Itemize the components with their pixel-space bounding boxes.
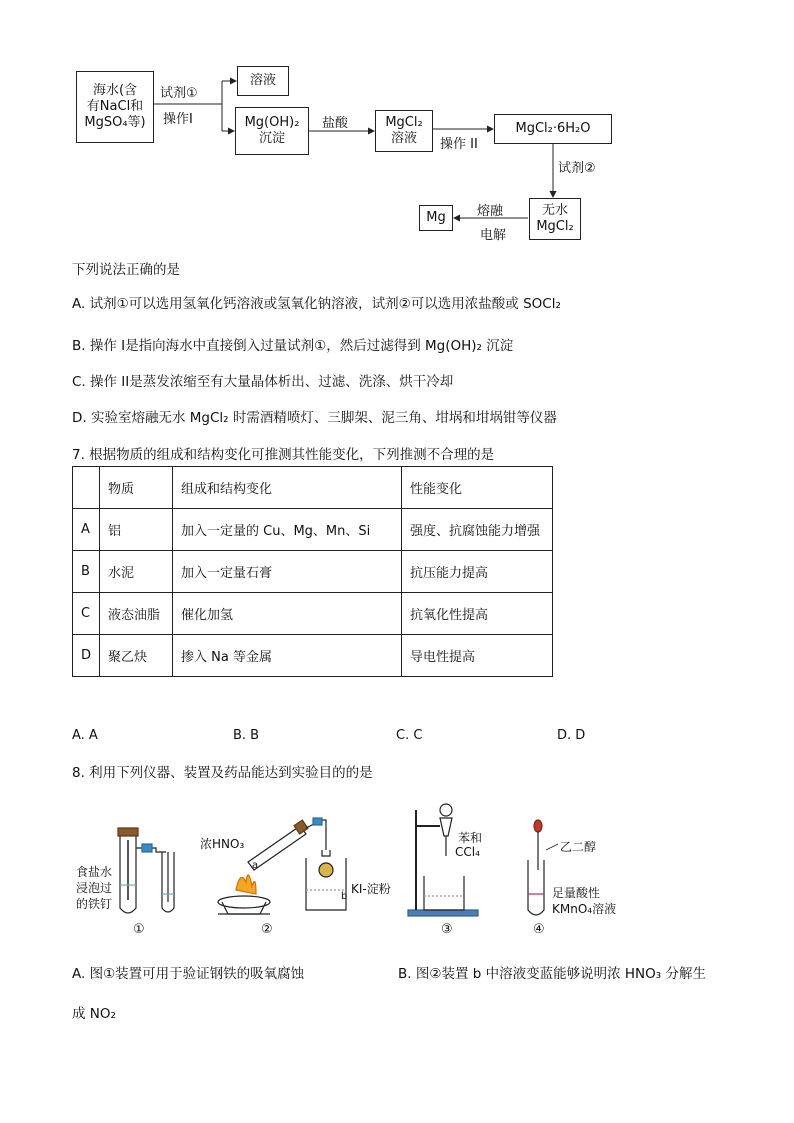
table-cell: 抗压能力提高 bbox=[402, 551, 553, 593]
fig-number-3: ③ bbox=[441, 922, 453, 937]
q7-stem: 7. 根据物质的组成和结构变化可推测其性能变化，下列推测不合理的是 bbox=[72, 447, 495, 463]
fig3-label-1: 苯和 bbox=[458, 831, 483, 845]
mgcl2-solution-line-1: MgCl₂ bbox=[385, 115, 423, 130]
fig1-label-3: 的铁钉 bbox=[76, 897, 113, 911]
q7-answer-d: D. D bbox=[557, 728, 586, 743]
flow-arrows bbox=[0, 0, 794, 260]
table-cell: 掺入 Na 等金属 bbox=[173, 635, 402, 677]
q8-option-a: A. 图①装置可用于验证钢铁的吸氧腐蚀 bbox=[72, 966, 305, 982]
electrolysis-label: 电解 bbox=[480, 228, 507, 243]
q6-stem: 下列说法正确的是 bbox=[72, 262, 180, 278]
table-cell: 催化加氢 bbox=[173, 593, 402, 635]
fig2-b-label: b bbox=[341, 891, 348, 902]
anhydrous-line-1: 无水 bbox=[541, 203, 568, 218]
op2-label: 操作 II bbox=[440, 137, 478, 152]
table-row bbox=[73, 509, 553, 551]
anhydrous-line-2: MgCl₂ bbox=[536, 219, 574, 234]
table-cell: 聚乙炔 bbox=[100, 635, 173, 677]
mg-text: Mg bbox=[426, 210, 446, 225]
seawater-line-1: 海水(含 bbox=[92, 83, 138, 98]
table-cell: C bbox=[73, 593, 100, 635]
table-row bbox=[73, 635, 553, 677]
q8-option-b-continued: 成 NO₂ bbox=[72, 1006, 116, 1022]
q7-table bbox=[72, 466, 553, 677]
seawater-line-3: MgSO₄等) bbox=[84, 115, 146, 130]
apparatus-figures bbox=[0, 790, 794, 925]
table-header-cell bbox=[73, 467, 100, 509]
melt-label: 熔融 bbox=[477, 204, 504, 219]
table-cell: 强度、抗腐蚀能力增强 bbox=[402, 509, 553, 551]
hydrate-text: MgCl₂·6H₂O bbox=[515, 121, 591, 136]
table-cell: 铝 bbox=[100, 509, 173, 551]
table-header-cell: 组成和结构变化 bbox=[173, 467, 402, 509]
table-cell: 导电性提高 bbox=[402, 635, 553, 677]
table-cell: B bbox=[73, 551, 100, 593]
fig2-acid-label: 浓HNO₃ bbox=[200, 837, 245, 851]
hcl-label: 盐酸 bbox=[322, 116, 349, 131]
reagent1-label: 试剂① bbox=[160, 86, 198, 101]
fig1-label-2: 浸泡过 bbox=[76, 881, 113, 895]
mgcl2-solution-line-2: 溶液 bbox=[390, 131, 417, 146]
q6-option-d: D. 实验室熔融无水 MgCl₂ 时需酒精喷灯、三脚架、泥三角、坩埚和坩埚钳等仪器 bbox=[72, 410, 557, 426]
table-cell: D bbox=[73, 635, 100, 677]
table-cell: 加入一定量的 Cu、Mg、Mn、Si bbox=[173, 509, 402, 551]
op1-label: 操作I bbox=[163, 112, 193, 127]
q8-stem: 8. 利用下列仪器、装置及药品能达到实验目的的是 bbox=[72, 765, 373, 781]
q6-option-c: C. 操作 II是蒸发浓缩至有大量晶体析出、过滤、洗涤、烘干冷却 bbox=[72, 374, 454, 390]
table-cell: 抗氧化性提高 bbox=[402, 593, 553, 635]
mgoh2-line-1: Mg(OH)₂ bbox=[244, 115, 300, 130]
fig2-apparatus bbox=[218, 818, 346, 914]
fig3-label-2: CCl₄ bbox=[455, 845, 480, 859]
table-row bbox=[73, 593, 553, 635]
fig4-top-label: 乙二醇 bbox=[560, 840, 597, 854]
q6-option-b: B. 操作 I是指向海水中直接倒入过量试剂①，然后过滤得到 Mg(OH)₂ 沉淀 bbox=[72, 338, 514, 354]
table-cell: A bbox=[73, 509, 100, 551]
seawater-line-2: 有NaCl和 bbox=[86, 99, 144, 114]
fig4-apparatus bbox=[528, 820, 558, 915]
fig1-apparatus bbox=[118, 828, 174, 913]
q6-option-a: A. 试剂①可以选用氢氧化钙溶液或氢氧化钠溶液，试剂②可以选用浓盐酸或 SOCl₂ bbox=[72, 296, 561, 312]
table-cell: 加入一定量石膏 bbox=[173, 551, 402, 593]
q7-answer-c: C. C bbox=[396, 728, 423, 743]
fig4-label-2: KMnO₄溶液 bbox=[552, 902, 617, 916]
table-header-cell: 性能变化 bbox=[402, 467, 553, 509]
fig2-ki-label: KI-淀粉 bbox=[351, 882, 391, 896]
table-row bbox=[73, 551, 553, 593]
fig-number-1: ① bbox=[133, 922, 145, 937]
reagent2-label: 试剂② bbox=[558, 161, 596, 176]
table-header-row bbox=[73, 467, 553, 509]
fig1-label-1: 食盐水 bbox=[76, 865, 113, 879]
fig4-label-1: 足量酸性 bbox=[552, 886, 601, 900]
table-header-cell: 物质 bbox=[100, 467, 173, 509]
q7-answer-a: A. A bbox=[72, 728, 98, 743]
table-cell: 液态油脂 bbox=[100, 593, 173, 635]
fig3-apparatus bbox=[408, 804, 478, 916]
q8-option-b: B. 图②装置 b 中溶液变蓝能够说明浓 HNO₃ 分解生 bbox=[398, 966, 706, 982]
solution-text: 溶液 bbox=[249, 73, 276, 88]
mgoh2-line-2: 沉淀 bbox=[258, 131, 285, 146]
fig2-a-label: a bbox=[252, 860, 259, 871]
fig-number-2: ② bbox=[261, 922, 273, 937]
table-cell: 水泥 bbox=[100, 551, 173, 593]
fig-number-4: ④ bbox=[533, 922, 545, 937]
q7-answer-b: B. B bbox=[233, 728, 260, 743]
